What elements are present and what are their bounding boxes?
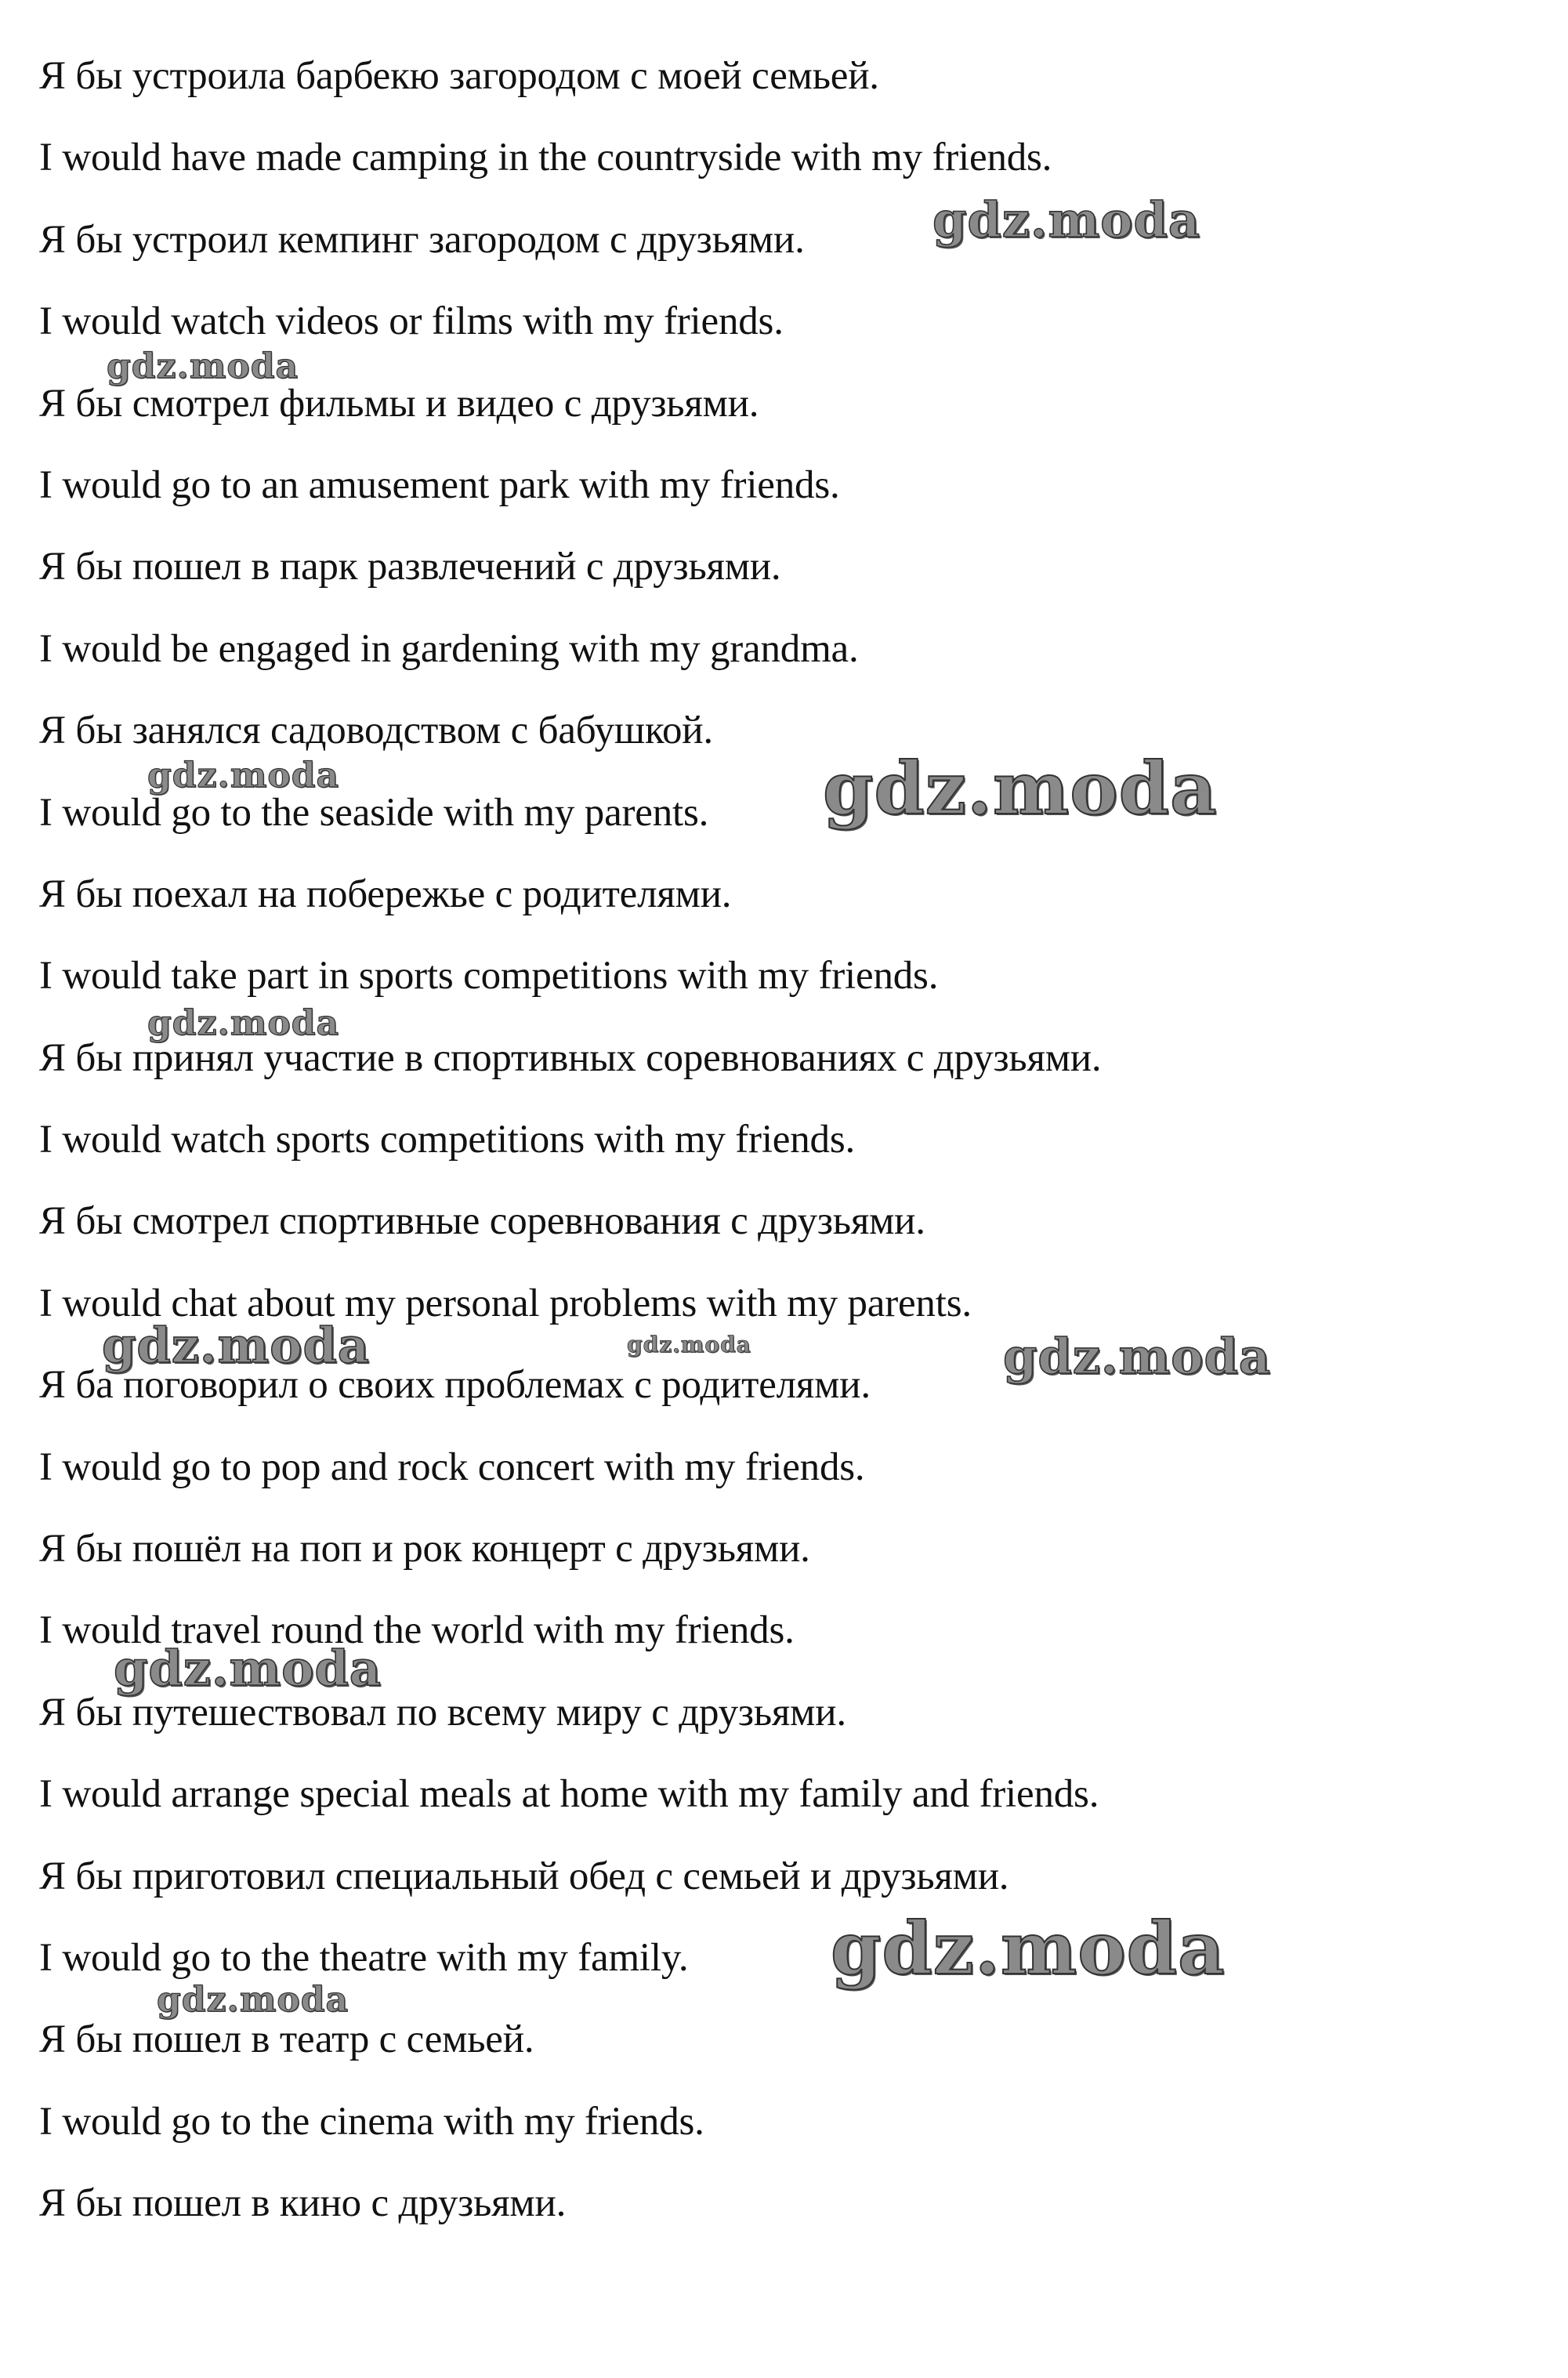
sentence-line: Я бы путешествовал по всему миру с друзьями. bbox=[39, 1690, 846, 1735]
sentence-line: I would have made camping in the countryside with my friends. bbox=[39, 136, 1052, 180]
sentence-line: I would arrange special meals at home with my family and friends. bbox=[39, 1772, 1099, 1817]
sentence-line: Я бы пошел в театр с семьей. bbox=[39, 2017, 534, 2062]
watermark: gdz.moda bbox=[102, 1317, 370, 1374]
watermark: gdz.moda bbox=[147, 1003, 340, 1043]
watermark: gdz.moda bbox=[823, 746, 1218, 831]
watermark: gdz.moda bbox=[627, 1332, 751, 1358]
sentence-line: Я бы устроила барбекю загородом с моей семьей. bbox=[39, 54, 879, 98]
sentence-line: I would go to the seaside with my parents. bbox=[39, 790, 709, 835]
sentence-line: Я бы приготовил специальный обед с семьей и друзьями. bbox=[39, 1854, 1009, 1898]
watermark: gdz.moda bbox=[157, 1980, 349, 2020]
watermark: gdz.moda bbox=[932, 191, 1200, 248]
watermark: gdz.moda bbox=[114, 1640, 382, 1697]
sentence-line: Я ба поговорил о своих проблемах с родителями. bbox=[39, 1363, 871, 1408]
sentence-line: Я бы пошел в кино с друзьями. bbox=[39, 2181, 567, 2226]
sentence-line: I would go to an amusement park with my friends. bbox=[39, 462, 840, 507]
watermark: gdz.moda bbox=[147, 756, 340, 796]
sentence-line: Я бы занялся садоводством с бабушкой. bbox=[39, 709, 713, 753]
sentence-line: I would go to the cinema with my friends. bbox=[39, 2099, 704, 2144]
watermark: gdz.moda bbox=[1003, 1328, 1271, 1385]
watermark: gdz.moda bbox=[107, 346, 299, 386]
sentence-line: Я бы пошел в парк развлечений с друзьями. bbox=[39, 545, 781, 589]
sentence-line: Я бы принял участие в спортивных соревнованиях с друзьями. bbox=[39, 1035, 1102, 1080]
sentence-line: I would watch videos or films with my friends. bbox=[39, 299, 784, 344]
sentence-line: I would watch sports competitions with my friends. bbox=[39, 1118, 856, 1162]
sentence-line: I would take part in sports competitions with my friends. bbox=[39, 954, 939, 999]
watermark: gdz.moda bbox=[831, 1906, 1226, 1991]
sentence-line: Я бы устроил кемпинг загородом с друзьями. bbox=[39, 217, 805, 262]
sentence-line: Я бы смотрел спортивные соревнования с друзьями. bbox=[39, 1199, 925, 1244]
sentence-line: Я бы поехал на побережье с родителями. bbox=[39, 872, 732, 916]
sentence-line: I would go to pop and rock concert with my friends. bbox=[39, 1445, 865, 1489]
sentence-line: Я бы пошёл на поп и рок концерт с друзьями. bbox=[39, 1527, 810, 1571]
sentence-line: Я бы смотрел фильмы и видео с друзьями. bbox=[39, 381, 759, 426]
sentence-line: I would travel round the world with my friends. bbox=[39, 1608, 795, 1653]
sentence-line: I would go to the theatre with my family. bbox=[39, 1935, 689, 1980]
sentence-line: I would be engaged in gardening with my grandma. bbox=[39, 626, 859, 671]
sentence-line: I would chat about my personal problems with my parents. bbox=[39, 1281, 972, 1325]
